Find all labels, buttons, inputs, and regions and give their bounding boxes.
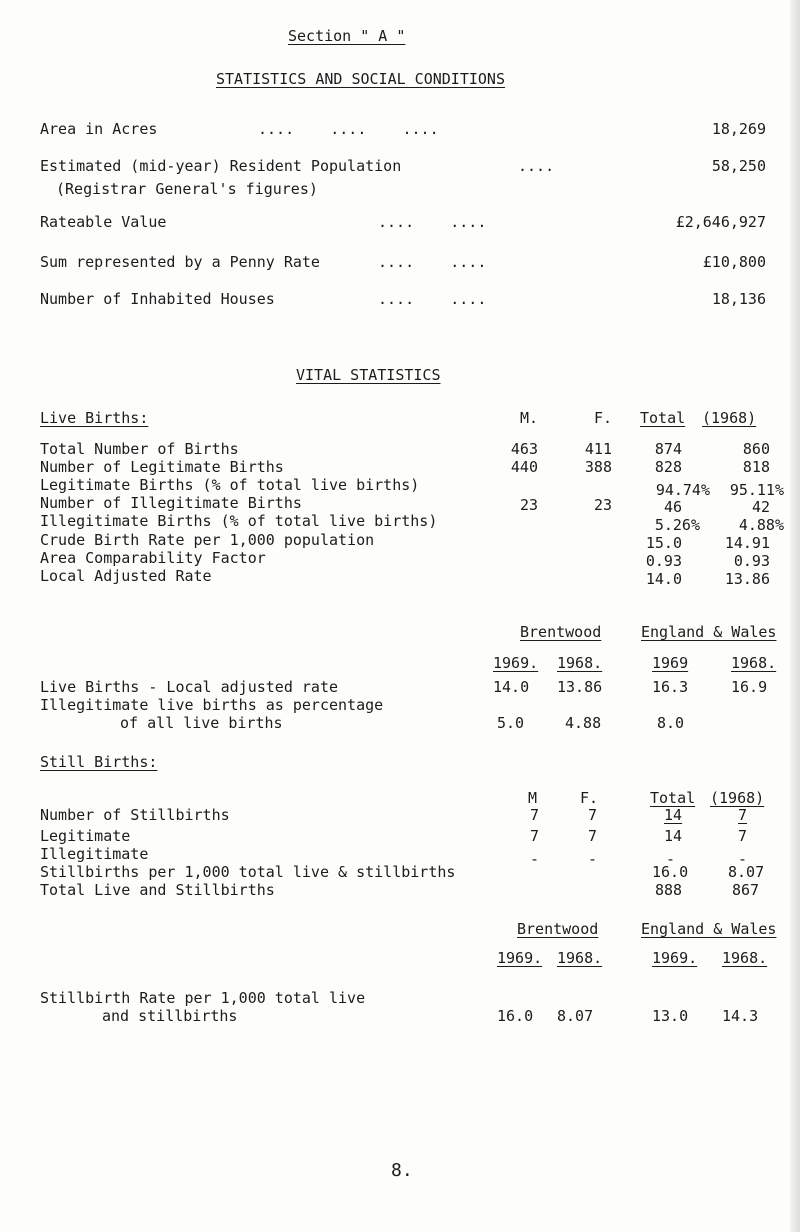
- row-label: Stillbirths per 1,000 total live & stillbirths: [40, 863, 456, 881]
- stat-value: 18,136: [711, 290, 766, 308]
- page-number: 8.: [391, 1160, 413, 1181]
- column-header-total: Total: [650, 789, 696, 807]
- page-edge-shadow: [790, 0, 800, 1232]
- brentwood-header: Brentwood: [517, 920, 599, 938]
- row-label: Illegitimate live births as percentage: [40, 696, 384, 714]
- cell-1968: 867: [732, 881, 760, 899]
- column-header-1968: (1968): [702, 409, 757, 427]
- row-label: Total Live and Stillbirths: [40, 881, 275, 899]
- cell-female: 388: [584, 458, 612, 476]
- stat-value: 18,269: [711, 120, 766, 138]
- cell-total: 5.26%: [654, 516, 700, 534]
- cell-male: 440: [510, 458, 538, 476]
- cell-brentwood-1969: 14.0: [493, 678, 530, 696]
- brentwood-header: Brentwood: [520, 623, 602, 641]
- year-header: 1969.: [493, 654, 539, 672]
- cell-1968: 4.88%: [738, 516, 784, 534]
- cell-female: 411: [584, 440, 612, 458]
- cell-england-1968: 14.3: [722, 1007, 759, 1025]
- cell-total: 14: [664, 827, 683, 845]
- cell-female: -: [588, 850, 598, 868]
- cell-total: 14: [664, 806, 683, 824]
- year-header: 1968.: [731, 654, 777, 672]
- cell-brentwood-1968: 4.88: [565, 714, 602, 732]
- cell-total: 888: [655, 881, 683, 899]
- row-label: Stillbirth Rate per 1,000 total live: [40, 989, 366, 1007]
- cell-total: -: [666, 850, 676, 868]
- cell-1968: 14.91: [724, 534, 770, 552]
- row-label: Live Births - Local adjusted rate: [40, 678, 339, 696]
- cell-male: 7: [530, 827, 540, 845]
- england-wales-header: England & Wales: [641, 920, 777, 938]
- leader-dots: .... ....: [378, 253, 487, 271]
- year-header: 1969.: [497, 949, 543, 967]
- cell-england-1969: 13.0: [652, 1007, 689, 1025]
- stat-label: Number of Inhabited Houses: [40, 290, 275, 308]
- cell-total: 16.0: [652, 863, 689, 881]
- cell-total: 14.0: [645, 570, 682, 588]
- row-label: Illegitimate Births (% of total live births): [40, 512, 438, 530]
- row-label: Area Comparability Factor: [40, 549, 266, 567]
- column-header-1968: (1968): [710, 789, 765, 807]
- year-header: 1968.: [557, 654, 603, 672]
- year-header: 1968.: [557, 949, 603, 967]
- cell-1968: 95.11%: [729, 481, 784, 499]
- still-births-heading: Still Births:: [40, 753, 158, 771]
- stat-label: Rateable Value: [40, 213, 167, 231]
- cell-female: 7: [588, 827, 598, 845]
- column-header-total: Total: [640, 409, 686, 427]
- vital-statistics-heading: VITAL STATISTICS: [296, 366, 441, 384]
- cell-1968: 860: [742, 440, 770, 458]
- cell-1968: 7: [738, 806, 748, 824]
- column-header-male: M.: [519, 409, 538, 427]
- stat-label: Estimated (mid-year) Resident Population: [40, 157, 402, 175]
- cell-brentwood-1969: 16.0: [497, 1007, 534, 1025]
- row-label: Illegitimate: [40, 845, 149, 863]
- cell-1968: 13.86: [724, 570, 770, 588]
- year-header: 1969: [652, 654, 689, 672]
- row-label: Number of Legitimate Births: [40, 458, 284, 476]
- england-wales-header: England & Wales: [641, 623, 777, 641]
- cell-1968: 7: [738, 827, 748, 845]
- row-label: Crude Birth Rate per 1,000 population: [40, 531, 375, 549]
- cell-brentwood-1968: 8.07: [557, 1007, 594, 1025]
- stat-value: £10,800: [702, 253, 766, 271]
- cell-1968: 42: [751, 498, 770, 516]
- cell-brentwood-1969: 5.0: [497, 714, 525, 732]
- row-label: Total Number of Births: [40, 440, 239, 458]
- cell-female: 23: [593, 496, 612, 514]
- stat-value: 58,250: [711, 157, 766, 175]
- cell-total: 46: [663, 498, 682, 516]
- stat-label-note: (Registrar General's figures): [56, 180, 318, 198]
- cell-brentwood-1968: 13.86: [557, 678, 603, 696]
- leader-dots: .... ....: [378, 213, 487, 231]
- cell-total: 828: [654, 458, 682, 476]
- year-header: 1968.: [722, 949, 768, 967]
- column-header-female: F.: [580, 789, 599, 807]
- cell-male: 23: [519, 496, 538, 514]
- live-births-heading: Live Births:: [40, 409, 149, 427]
- column-header-male: M: [528, 789, 538, 807]
- cell-male: 7: [530, 806, 540, 824]
- leader-dots: .... .... ....: [258, 120, 439, 138]
- row-label: Legitimate: [40, 827, 131, 845]
- leader-dots: .... ....: [378, 290, 487, 308]
- row-label-continued: and stillbirths: [102, 1007, 238, 1025]
- section-heading: Section " A ": [288, 27, 406, 45]
- document-subtitle: STATISTICS AND SOCIAL CONDITIONS: [216, 70, 505, 88]
- row-label: Number of Illegitimate Births: [40, 494, 302, 512]
- cell-1968: 818: [742, 458, 770, 476]
- stat-label: Area in Acres: [40, 120, 158, 138]
- cell-male: -: [530, 850, 540, 868]
- stat-value: £2,646,927: [675, 213, 766, 231]
- cell-1968: 8.07: [728, 863, 765, 881]
- year-header: 1969.: [652, 949, 698, 967]
- cell-total: 94.74%: [655, 481, 710, 499]
- leader-dots: ....: [518, 157, 555, 175]
- column-header-female: F.: [593, 409, 612, 427]
- cell-male: 463: [510, 440, 538, 458]
- stat-label: Sum represented by a Penny Rate: [40, 253, 320, 271]
- cell-england-1968: 16.9: [731, 678, 768, 696]
- cell-total: 0.93: [645, 552, 682, 570]
- cell-england-1969: 8.0: [657, 714, 685, 732]
- cell-england-1969: 16.3: [652, 678, 689, 696]
- cell-female: 7: [588, 806, 598, 824]
- row-label: Legitimate Births (% of total live births): [40, 476, 420, 494]
- row-label: Local Adjusted Rate: [40, 567, 212, 585]
- cell-1968: -: [738, 850, 748, 868]
- cell-total: 874: [654, 440, 682, 458]
- cell-total: 15.0: [645, 534, 682, 552]
- row-label: Number of Stillbirths: [40, 806, 230, 824]
- row-label-continued: of all live births: [120, 714, 283, 732]
- cell-1968: 0.93: [733, 552, 770, 570]
